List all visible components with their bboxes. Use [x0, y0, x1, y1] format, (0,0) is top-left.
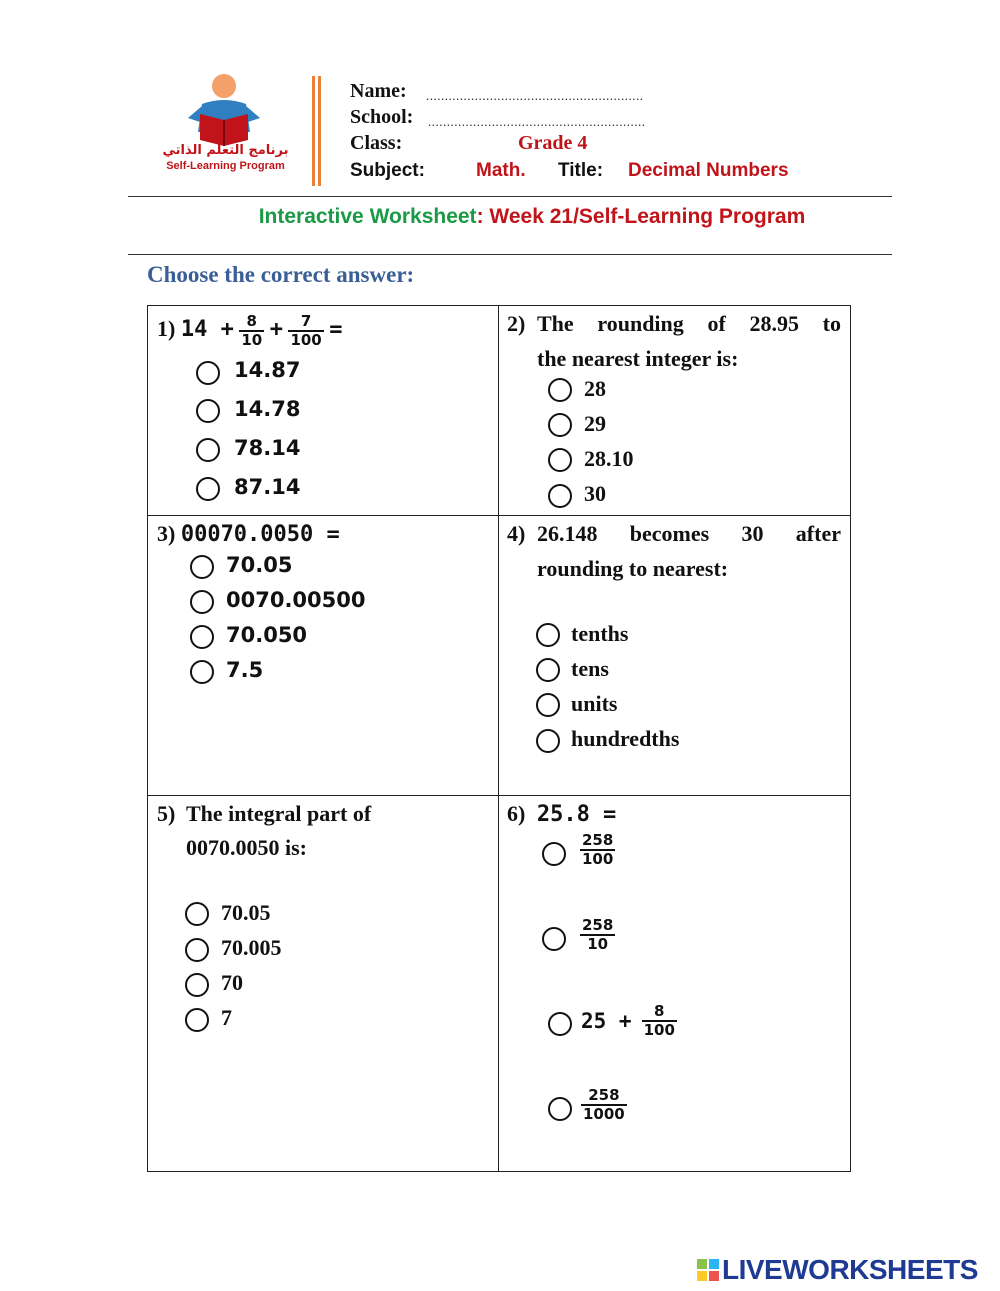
divider	[128, 196, 892, 197]
question-2-number: 2)	[507, 311, 526, 336]
q5-option-b-radio[interactable]	[185, 938, 209, 962]
question-2-line1: The rounding of 28.95 to	[537, 311, 841, 336]
name-label: Name:	[350, 80, 407, 102]
q3-option-d: 7.5	[226, 658, 264, 682]
question-3	[157, 516, 340, 552]
q2-option-b-radio[interactable]	[548, 413, 572, 437]
q5-option-a: 70.05	[221, 900, 271, 925]
q4-option-b: tens	[571, 656, 609, 681]
subject-value: Math.	[476, 160, 526, 181]
question-number: 6)	[507, 801, 526, 826]
header-divider	[318, 76, 321, 186]
q6-option-c: 25 + $\frac{8}{100}$	[581, 1002, 675, 1039]
question-5-line2: 0070.0050 is:	[186, 835, 307, 860]
divider	[128, 254, 892, 255]
q5-option-d-radio[interactable]	[185, 1008, 209, 1032]
q3-option-b-radio[interactable]	[190, 590, 214, 614]
liveworksheets-brand: LIVEWORKSHEETS	[722, 1254, 978, 1285]
q5-option-a-radio[interactable]	[185, 902, 209, 926]
q3-option-a: 70.05	[226, 553, 293, 577]
question-5-number: 5)	[157, 801, 176, 826]
banner-green-text: Interactive Worksheet	[258, 205, 477, 228]
q2-option-d-radio[interactable]	[548, 484, 572, 508]
q1-option-b-radio[interactable]	[196, 399, 220, 423]
name-field[interactable]: ..........................................................	[426, 88, 644, 103]
q3-option-a-radio[interactable]	[190, 555, 214, 579]
q4-option-c: units	[571, 691, 618, 716]
q2-option-c: 28.10	[584, 446, 634, 471]
q1-option-a: 14.87	[234, 358, 301, 382]
q2-option-c-radio[interactable]	[548, 448, 572, 472]
question-6	[507, 796, 616, 832]
q5-option-d: 7	[221, 1005, 232, 1030]
q3-option-d-radio[interactable]	[190, 660, 214, 684]
question-4-number: 4)	[507, 521, 526, 546]
q1-option-c: 78.14	[234, 436, 301, 460]
q6-option-b: $\frac{258}{10}$	[582, 916, 614, 953]
q2-option-a-radio[interactable]	[548, 378, 572, 402]
q1-fraction-2: $\frac{7}{100}$	[290, 311, 322, 349]
q4-option-d: hundredths	[571, 726, 680, 751]
class-label: Class:	[350, 132, 403, 154]
header-divider	[312, 76, 315, 186]
logo-arm-left	[188, 106, 202, 122]
q6-expression: 25.8 =	[536, 802, 617, 827]
q1-option-b: 14.78	[234, 397, 301, 421]
logo-english-text: Self-Learning Program	[166, 160, 285, 172]
class-value: Grade 4	[518, 132, 588, 154]
logo-head	[212, 74, 236, 98]
table-vline	[498, 305, 499, 1172]
school-label: School:	[350, 106, 414, 128]
q3-expression: 00070.0050 =	[180, 522, 340, 547]
q5-option-c-radio[interactable]	[185, 973, 209, 997]
school-row	[350, 106, 413, 129]
q3-option-c-radio[interactable]	[190, 625, 214, 649]
q5-option-b: 70.005	[221, 935, 282, 960]
q6-option-a: $\frac{258}{100}$	[582, 831, 614, 868]
q2-option-a: 28	[584, 376, 606, 401]
q2-option-d: 30	[584, 481, 606, 506]
question-4-line2: rounding to nearest:	[537, 556, 729, 581]
question-5-line1: The integral part of	[186, 801, 372, 826]
logo-arabic-text: برنامج التعلم الذاتي	[162, 143, 289, 158]
q4-option-a-radio[interactable]	[536, 623, 560, 647]
title-label: Title:	[558, 160, 604, 181]
subject-label: Subject:	[350, 160, 425, 181]
liveworksheets-logo-icon	[697, 1259, 719, 1281]
instruction: Choose the correct answer:	[147, 262, 415, 287]
q1-option-a-radio[interactable]	[196, 361, 220, 385]
q6-option-d: $\frac{258}{1000}$	[583, 1086, 625, 1123]
q3-option-c: 70.050	[226, 623, 308, 647]
q6-option-b-radio[interactable]	[542, 927, 566, 951]
q1-option-d-radio[interactable]	[196, 477, 220, 501]
q6-option-a-radio[interactable]	[542, 842, 566, 866]
q6-option-c-radio[interactable]	[548, 1012, 572, 1036]
q1-term: 14 +	[180, 317, 234, 342]
worksheet-banner	[0, 205, 1000, 229]
q3-option-b: 0070.00500	[226, 588, 366, 612]
banner-red-text: Week 21/Self-Learning Program	[489, 205, 806, 228]
question-2-line2: the nearest integer is:	[537, 346, 739, 371]
title-value: Decimal Numbers	[628, 160, 789, 181]
q5-option-c: 70	[221, 970, 243, 995]
q4-option-a: tenths	[571, 621, 629, 646]
question-number: 1)	[157, 316, 176, 341]
banner-colon: :	[476, 205, 484, 228]
question-1: 1) 14 + $\frac{8}{10}$ + $\frac{7}{100}$ =	[157, 311, 343, 349]
q4-option-b-radio[interactable]	[536, 658, 560, 682]
q4-option-c-radio[interactable]	[536, 693, 560, 717]
q1-option-d: 87.14	[234, 475, 301, 499]
q1-fraction-1: $\frac{8}{10}$	[241, 311, 263, 349]
question-number: 3)	[157, 521, 176, 546]
q1-option-c-radio[interactable]	[196, 438, 220, 462]
q2-option-b: 29	[584, 411, 606, 436]
logo-arm-right	[246, 106, 260, 122]
school-field[interactable]: ..........................................................	[428, 114, 646, 129]
q6-option-d-radio[interactable]	[548, 1097, 572, 1121]
q4-option-d-radio[interactable]	[536, 729, 560, 753]
question-4-line1: 26.148 becomes 30 after	[537, 521, 841, 546]
name-row	[350, 80, 407, 103]
